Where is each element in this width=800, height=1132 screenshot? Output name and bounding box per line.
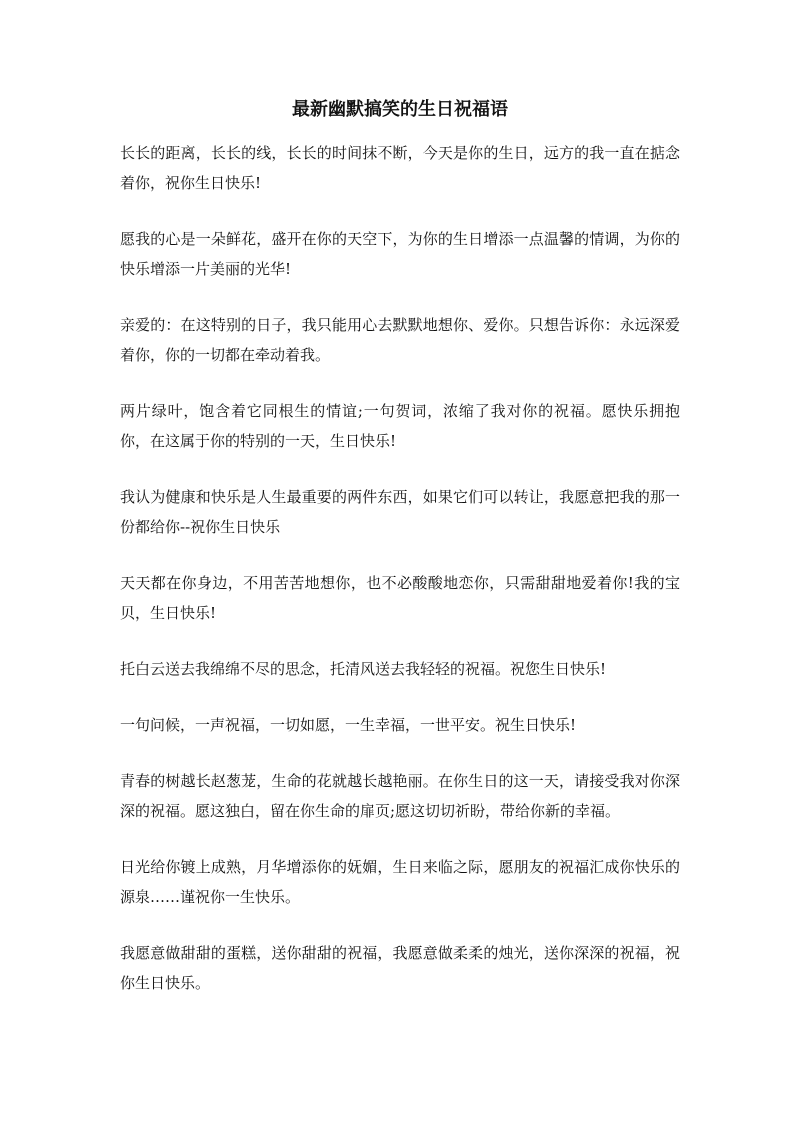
- paragraph-4: 两片绿叶，饱含着它同根生的情谊;一句贺词，浓缩了我对你的祝福。愿快乐拥抱你，在这属于你的特别的一天，生日快乐!: [120, 402, 680, 450]
- paragraph-8: 一句问候，一声祝福，一切如愿，一生幸福，一世平安。祝生日快乐!: [120, 716, 577, 734]
- paragraph-2: 愿我的心是一朵鲜花，盛开在你的天空下，为你的生日增添一点温馨的情调，为你的快乐增添一片美丽的光华!: [120, 230, 680, 278]
- page-title: 最新幽默搞笑的生日祝福语: [292, 99, 508, 120]
- paragraph-6: 天天都在你身边，不用苦苦地想你，也不必酸酸地恋你，只需甜甜地爱着你!我的宝贝，生日快乐!: [120, 574, 680, 622]
- paragraph-11: 我愿意做甜甜的蛋糕，送你甜甜的祝福，我愿意做柔柔的烛光，送你深深的祝福，祝你生日快乐。: [120, 944, 680, 992]
- paragraph-5: 我认为健康和快乐是人生最重要的两件东西，如果它们可以转让，我愿意把我的那一份都给你--祝你生日快乐: [120, 488, 680, 536]
- paragraph-7: 托白云送去我绵绵不尽的思念，托清风送去我轻轻的祝福。祝您生日快乐!: [120, 660, 607, 678]
- paragraph-10: 日光给你镀上成熟，月华增添你的妩媚，生日来临之际，愿朋友的祝福汇成你快乐的源泉……谨祝你一生快乐。: [120, 858, 680, 906]
- paragraph-1: 长长的距离，长长的线，长长的时间抹不断，今天是你的生日，远方的我一直在掂念着你，祝你生日快乐!: [120, 144, 680, 192]
- paragraph-3: 亲爱的：在这特别的日子，我只能用心去默默地想你、爱你。只想告诉你：永远深爱着你，你的一切都在牵动着我。: [120, 316, 680, 364]
- paragraph-9: 青春的树越长赵葱茏，生命的花就越长越艳丽。在你生日的这一天，请接受我对你深深的祝福。愿这独白，留在你生命的扉页;愿这切切祈盼，带给你新的幸福。: [120, 772, 680, 820]
